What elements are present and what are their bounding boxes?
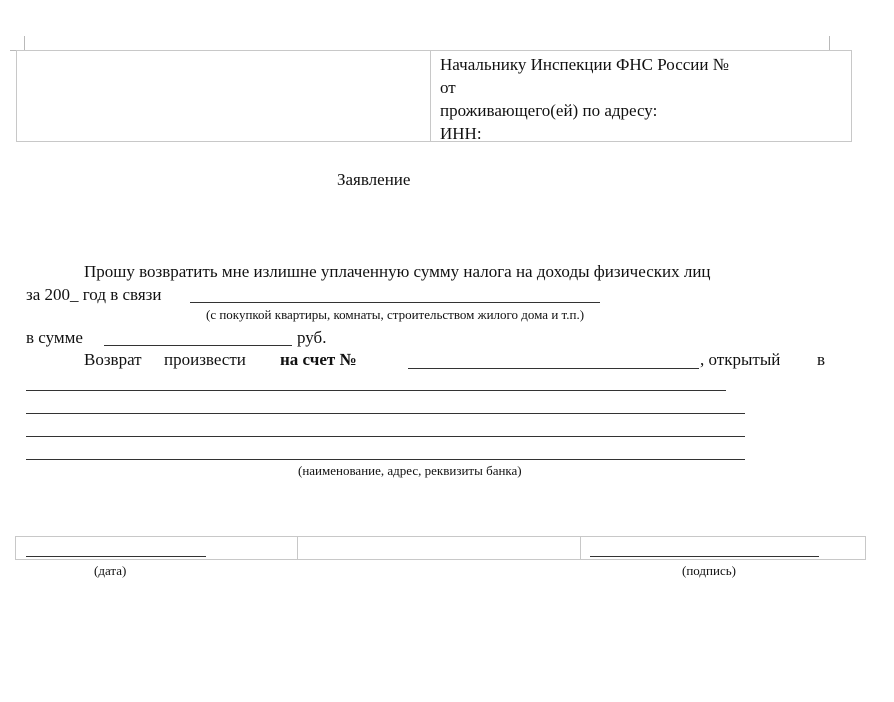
- refund-word-2: произвести: [164, 350, 246, 369]
- crop-mark-left-vertical: [24, 36, 25, 50]
- header-table-divider: [430, 50, 431, 142]
- paragraph-1-start: Прошу возвратить мне излишне уплаченную сумму налога на доходы физических лиц: [84, 262, 711, 281]
- sum-label: в сумме: [26, 328, 83, 347]
- account-number-label: на счет №: [280, 350, 357, 369]
- refund-word-1: Возврат: [84, 350, 142, 369]
- footer-table-divider-1: [297, 536, 298, 560]
- bank-blank-line-3: [26, 436, 745, 437]
- bank-blank-line-1: [26, 390, 726, 391]
- date-blank-line: [26, 556, 206, 557]
- date-label: (дата): [94, 563, 127, 578]
- sum-blank-line: [104, 345, 292, 346]
- inn-line: ИНН:: [440, 124, 482, 143]
- signature-label: (подпись): [682, 563, 736, 578]
- bank-hint: (наименование, адрес, реквизиты банка): [298, 463, 522, 478]
- reason-hint: (с покупкой квартиры, комнаты, строительством жилого дома и т.п.): [206, 307, 585, 322]
- footer-table-divider-2: [580, 536, 581, 560]
- reason-blank-line: [190, 302, 600, 303]
- paragraph-1-continuation: за 200_ год в связи: [26, 285, 162, 304]
- document-title: Заявление: [337, 170, 411, 189]
- addressee-line: Начальнику Инспекции ФНС России №: [440, 55, 729, 74]
- sum-unit: руб.: [297, 328, 327, 347]
- opened-in-word: в: [817, 350, 826, 369]
- signature-blank-line: [590, 556, 819, 557]
- crop-mark-right-vertical: [829, 36, 830, 50]
- from-line: от: [440, 78, 456, 97]
- address-line: проживающего(ей) по адресу:: [440, 101, 658, 120]
- bank-blank-line-4: [26, 459, 745, 460]
- opened-word: , открытый: [700, 350, 781, 369]
- bank-blank-line-2: [26, 413, 745, 414]
- account-blank-line: [408, 368, 699, 369]
